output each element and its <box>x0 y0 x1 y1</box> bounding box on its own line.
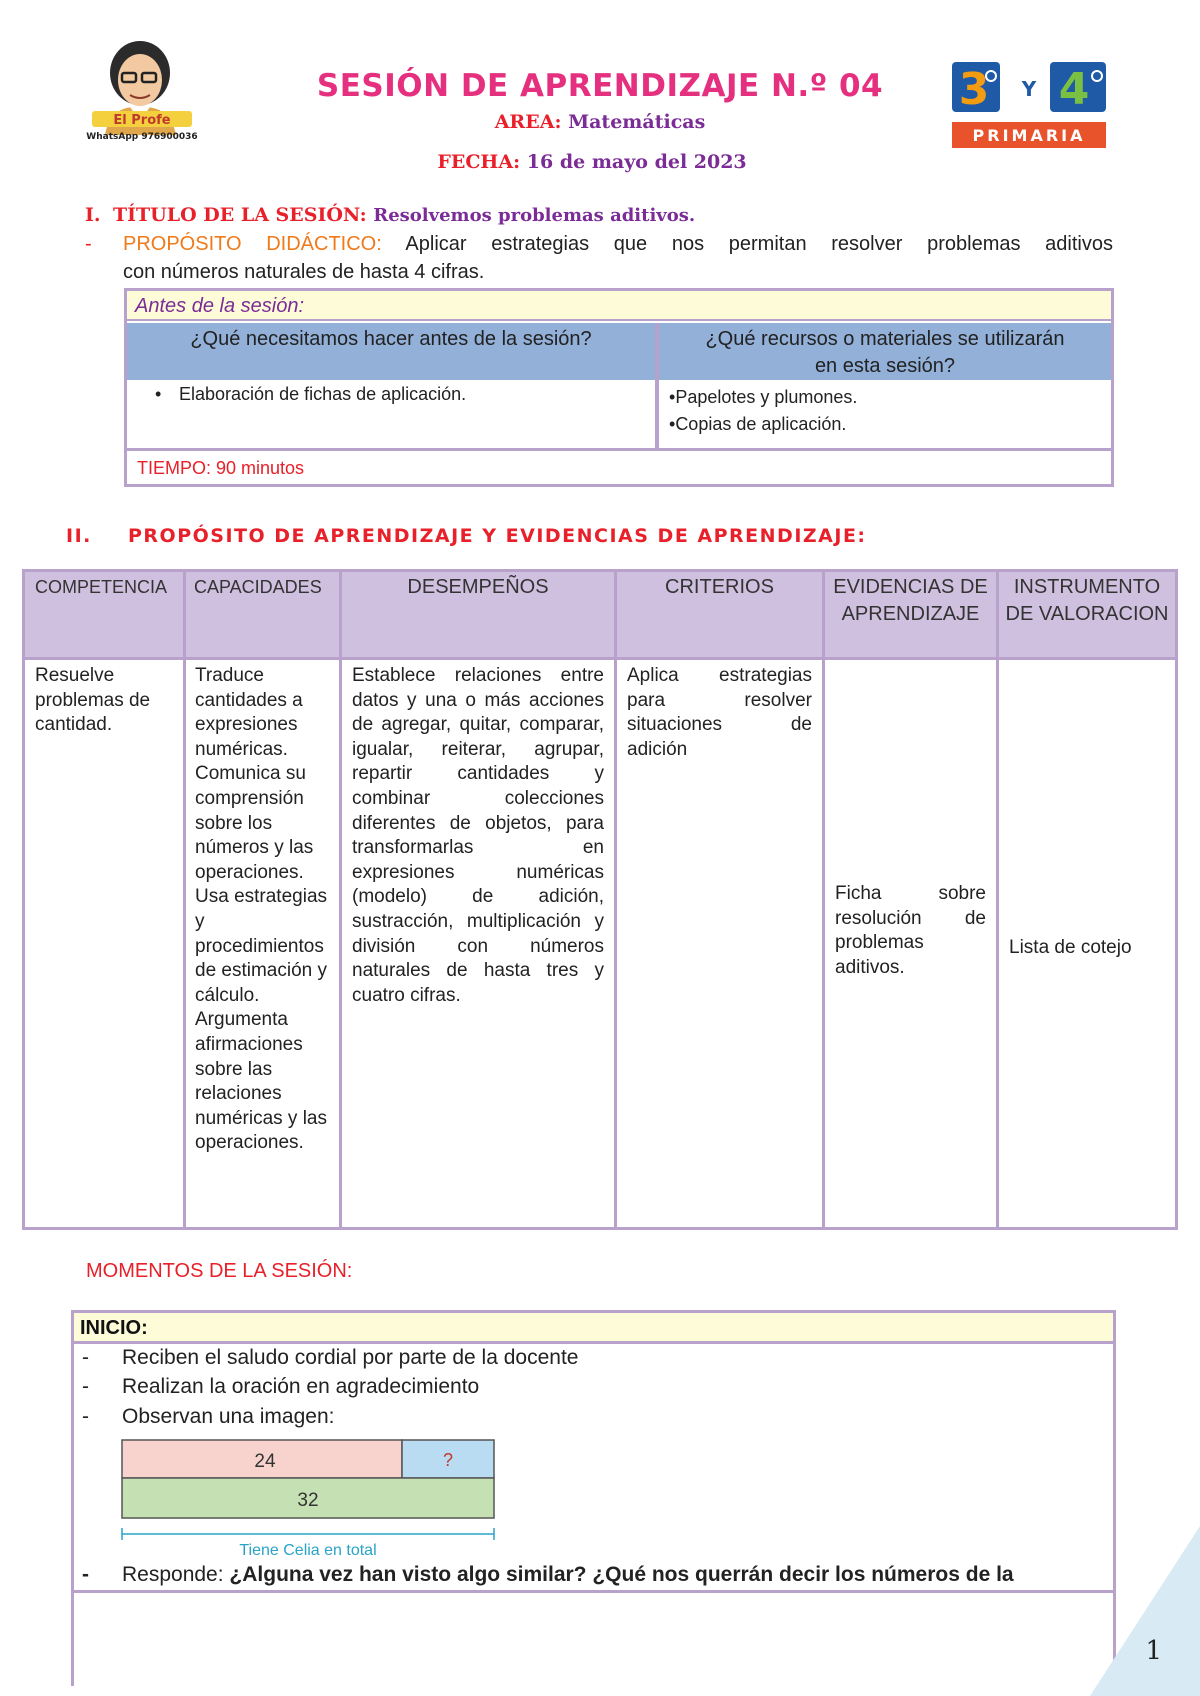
corner-decoration <box>1090 1526 1200 1696</box>
list-item: • Elaboración de fichas de aplicación. <box>155 384 467 404</box>
fecha-label: FECHA <box>437 151 514 173</box>
cell-competencia: Resuelve problemas de cantidad. <box>35 665 151 736</box>
header-evidencias: EVIDENCIAS DE APRENDIZAJE <box>825 572 996 657</box>
header-desempenos: DESEMPEÑOS <box>342 572 614 657</box>
fecha-line: FECHA: 16 de mayo del 2023 <box>437 151 747 173</box>
section2-title: PROPÓSITO DE APRENDIZAJE Y EVIDENCIAS DE APRENDIZAJE: <box>128 525 867 547</box>
area-value: Matemáticas <box>568 111 706 133</box>
grade-a: 3 <box>958 64 990 115</box>
list-item: - Reciben el saludo cordial por parte de la docente <box>82 1346 579 1369</box>
cell-evidencias: Ficha sobre resolución de problemas aditivos. <box>835 883 986 978</box>
purpose-line1: Aplicar estrategias que nos permitan resolver problemas aditivos <box>405 233 1113 255</box>
tiempo: TIEMPO: 90 minutos <box>137 458 305 478</box>
antes-col2-header: ¿Qué recursos o materiales se utilizarán en esta sesión? <box>659 323 1111 380</box>
fecha-value: 16 de mayo del 2023 <box>526 151 747 173</box>
list-item: Traduce cantidades a expresiones numéricas. <box>195 665 303 760</box>
purpose-label: PROPÓSITO DIDÁCTICO: <box>123 233 382 255</box>
section1-heading <box>85 204 695 226</box>
list-item: •Copias de aplicación. <box>669 414 847 434</box>
cell-desempenos: Establece relaciones entre datos y una o más acciones de agregar, quitar, comparar, igualar, reiterar, agrupar, repartir cantidades y combinar colecciones diferentes de objetos, para transformarlas en expresiones numéricas (modelo) de adición, sustracción, multiplicación y división con números naturales de hasta tres y cuatro cifras. <box>352 665 604 1006</box>
responde-question: ¿Alguna vez han visto algo similar? ¿Qué nos querrán decir los números de la <box>229 1563 1014 1586</box>
antes-col1-body <box>127 380 655 448</box>
header-capacidades: CAPACIDADES <box>186 572 339 657</box>
grade-b: 4 <box>1058 64 1090 115</box>
inicio-label: INICIO: <box>74 1313 1113 1344</box>
responde-label: Responde: <box>122 1563 224 1586</box>
cell-instrumento: Lista de cotejo <box>1009 937 1132 958</box>
header-criterios: CRITERIOS <box>617 572 822 657</box>
area-label: AREA <box>494 111 555 133</box>
list-item: - Realizan la oración en agradecimiento <box>82 1375 480 1398</box>
cell-criterios: Aplica estrategias para resolver situaciones de adición <box>627 665 812 760</box>
header-instrumento: INSTRUMENTO DE VALORACION <box>999 572 1175 657</box>
purpose-line2: con números naturales de hasta 4 cifras. <box>123 261 485 283</box>
section2-heading <box>66 525 867 547</box>
section1-label: TÍTULO DE LA SESIÓN: <box>113 204 367 226</box>
list-item: Comunica su comprensión sobre los números y las operaciones. <box>195 763 314 883</box>
list-item: Argumenta afirmaciones sobre las relaciones numéricas y las operaciones. <box>195 1009 327 1154</box>
cell-capacidades <box>186 660 339 1227</box>
page-number: 1 <box>1145 1636 1162 1666</box>
logo-left-text: El Profe <box>113 113 171 128</box>
area-line: AREA: Matemáticas <box>494 111 706 133</box>
grade-level: PRIMARIA <box>972 126 1086 145</box>
momentos-title: MOMENTOS DE LA SESIÓN: <box>86 1260 353 1282</box>
grade-joiner: Y <box>1021 77 1037 101</box>
proposito-didactico: - PROPÓSITO DIDÁCTICO: Aplicar estrategias que nos permitan resolver problemas aditivos con números naturales de hasta 4 cifras. <box>85 230 1115 286</box>
antes-table <box>124 288 1114 487</box>
bar-caption: Tiene Celia en total <box>239 1542 377 1558</box>
section1-number: I. <box>85 204 101 226</box>
total-value: 32 <box>297 1490 319 1511</box>
antes-col1-header: ¿Qué necesitamos hacer antes de la sesión? <box>127 323 655 380</box>
unknown-value: ? <box>442 1450 454 1470</box>
list-item: Usa estrategias y procedimientos de estimación y cálculo. <box>195 886 328 1006</box>
competencia-table <box>22 569 1178 1230</box>
session-title: SESIÓN DE APRENDIZAJE N.º 04 <box>316 68 884 104</box>
bar-model-image <box>120 1438 500 1558</box>
section2-number: II. <box>66 525 92 547</box>
antes-col2-body <box>659 380 1111 448</box>
section1-title: Resolvemos problemas aditivos. <box>373 205 696 226</box>
antes-title: Antes de la sesión: <box>127 291 1111 321</box>
list-item: •Papelotes y plumones. <box>669 387 858 407</box>
list-item: - Observan una imagen: <box>82 1405 335 1428</box>
header-competencia: COMPETENCIA <box>25 572 183 657</box>
list-item: - Responde: ¿Alguna vez han visto algo similar? ¿Qué nos querrán decir los números de la <box>82 1563 1014 1586</box>
part-value: 24 <box>254 1451 276 1472</box>
logo-left-sub: WhatsApp 976900036 <box>86 132 198 142</box>
